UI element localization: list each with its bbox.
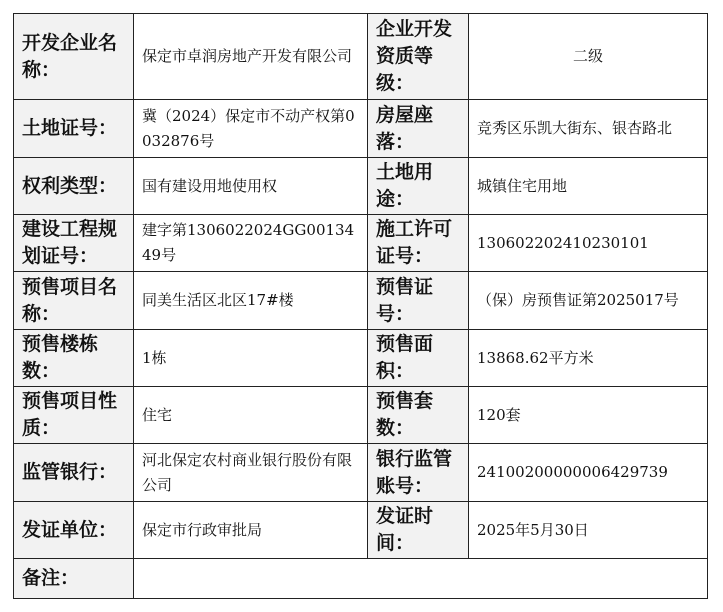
construction-permit-value: 130602202410230101 (469, 215, 708, 272)
table-row (14, 14, 708, 100)
land-certificate-label: 土地证号： (14, 100, 134, 158)
table-row (14, 272, 708, 330)
issue-date-label: 发证时间： (368, 502, 469, 559)
table-row (14, 215, 708, 272)
qualification-grade-value: 二级 (469, 14, 708, 100)
building-count-label: 预售楼栋数： (14, 330, 134, 387)
table-row (14, 444, 708, 502)
supervising-bank-label: 监管银行： (14, 444, 134, 502)
developer-name-label: 开发企业名称： (14, 14, 134, 100)
table-row (14, 502, 708, 559)
issuing-authority-value: 保定市行政审批局 (134, 502, 368, 559)
building-count-value: 1栋 (134, 330, 368, 387)
table-row (14, 330, 708, 387)
presale-permit-table (13, 13, 708, 599)
issue-date-value: 2025年5月30日 (469, 502, 708, 559)
land-use-label: 土地用途： (368, 158, 469, 215)
project-name-value: 同美生活区北区17#楼 (134, 272, 368, 330)
construction-permit-label: 施工许可证号： (368, 215, 469, 272)
bank-account-label: 银行监管账号： (368, 444, 469, 502)
presale-permit-number-value: （保）房预售证第2025017号 (469, 272, 708, 330)
qualification-grade-label: 企业开发资质等级： (368, 14, 469, 100)
remarks-value (134, 559, 708, 599)
land-use-value: 城镇住宅用地 (469, 158, 708, 215)
remarks-label: 备注： (14, 559, 134, 599)
presale-permit-number-label: 预售证号： (368, 272, 469, 330)
table-row (14, 387, 708, 444)
project-nature-value: 住宅 (134, 387, 368, 444)
location-value: 竞秀区乐凯大街东、银杏路北 (469, 100, 708, 158)
table-row (14, 559, 708, 599)
right-type-label: 权利类型： (14, 158, 134, 215)
right-type-value: 国有建设用地使用权 (134, 158, 368, 215)
table-row (14, 100, 708, 158)
planning-permit-label: 建设工程规划证号： (14, 215, 134, 272)
project-name-label: 预售项目名称： (14, 272, 134, 330)
table-row (14, 158, 708, 215)
unit-count-label: 预售套数： (368, 387, 469, 444)
location-label: 房屋座落： (368, 100, 469, 158)
developer-name-value: 保定市卓润房地产开发有限公司 (134, 14, 368, 100)
land-certificate-value: 冀（2024）保定市不动产权第0032876号 (134, 100, 368, 158)
presale-area-value: 13868.62平方米 (469, 330, 708, 387)
presale-area-label: 预售面积： (368, 330, 469, 387)
unit-count-value: 120套 (469, 387, 708, 444)
planning-permit-value: 建字第1306022024GG0013449号 (134, 215, 368, 272)
project-nature-label: 预售项目性质： (14, 387, 134, 444)
bank-account-value: 24100200000006429739 (469, 444, 708, 502)
issuing-authority-label: 发证单位： (14, 502, 134, 559)
supervising-bank-value: 河北保定农村商业银行股份有限公司 (134, 444, 368, 502)
